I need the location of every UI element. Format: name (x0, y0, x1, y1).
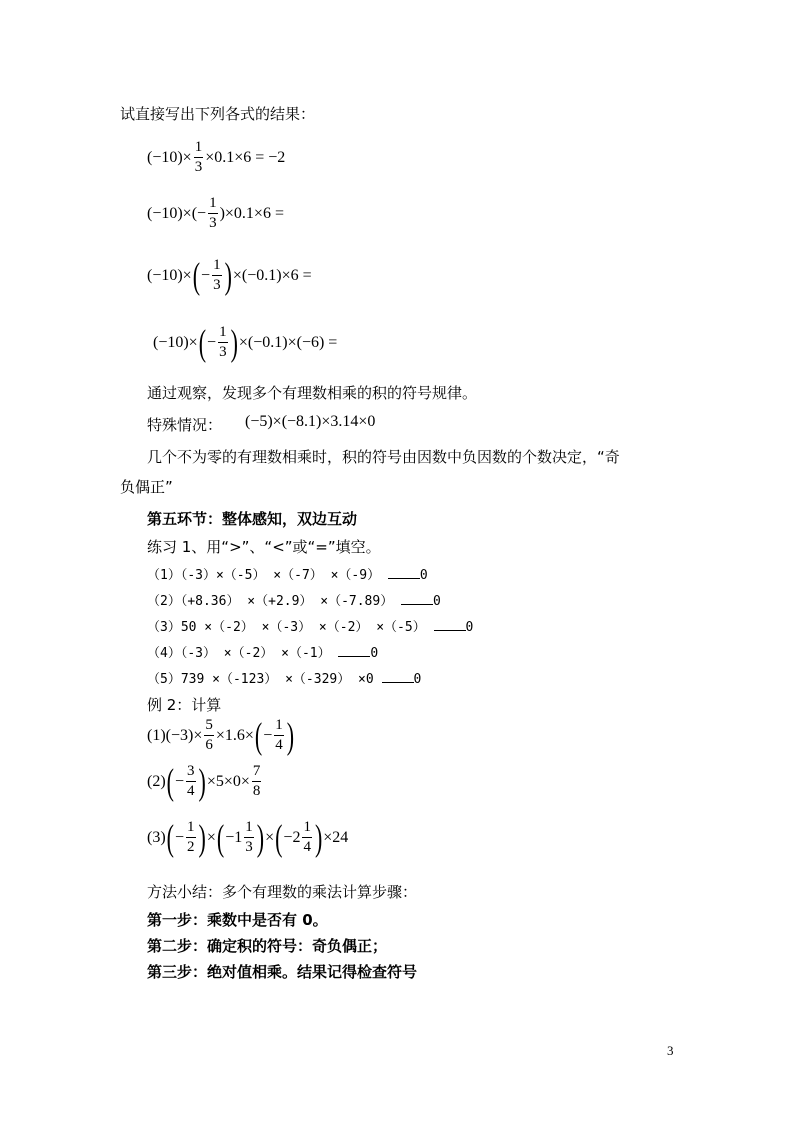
denominator: 2 (187, 839, 195, 855)
numerator: 1 (186, 820, 196, 838)
example-1-left: (−3)× (165, 726, 203, 744)
expr1-left: (−10)× (147, 148, 192, 166)
answer-blank[interactable] (401, 592, 433, 605)
expr3-right: ×(−0.1)×6 = (232, 266, 312, 284)
expr4-minus: − (207, 333, 217, 351)
numerator: 1 (244, 820, 254, 838)
left-paren: ( (254, 713, 263, 756)
example-1-middle: ×1.6× (215, 726, 254, 744)
exercise-text: （4）（-3） ×（-2） ×（-1） (147, 646, 331, 661)
step-3: 第三步：绝对值相乘。结果记得检查符号 (147, 963, 418, 981)
right-paren: ) (198, 759, 206, 802)
special-case-expression: (−5)×(−8.1)×3.14×0 (245, 413, 376, 430)
mixed-whole: −2 (283, 828, 301, 846)
observation-text: 通过观察，发现多个有理数相乘的积的符号规律。 (147, 384, 478, 402)
exercise-zero: 0 (433, 594, 441, 609)
minus-sign: − (263, 726, 273, 744)
times-sign: × (206, 828, 216, 846)
exercise-item (147, 668, 421, 687)
expr3-minus: − (201, 266, 211, 284)
numerator: 5 (204, 718, 214, 736)
exercise-text: （3）50 ×（-2） ×（-3） ×（-2） ×（-5） (147, 620, 426, 635)
example-2-fraction-b (252, 764, 262, 799)
expr1-denominator: 3 (194, 159, 203, 175)
example-label: (2) (147, 772, 166, 790)
exercise-item (147, 564, 428, 583)
sign-rule-line-2: 负偶正” (120, 478, 173, 496)
right-paren: ) (198, 815, 206, 858)
expr1-fraction (194, 140, 204, 175)
expression-3 (147, 253, 312, 296)
numerator: 7 (252, 764, 262, 782)
step-2: 第二步：确定积的符号：奇负偶正； (147, 937, 388, 955)
summary-title: 方法小结：多个有理数的乘法计算步骤： (147, 883, 418, 901)
left-paren: ( (166, 759, 174, 802)
section-title: 第五环节：整体感知，双边互动 (147, 510, 358, 528)
left-paren: ( (192, 253, 201, 296)
expr3-numerator: 1 (212, 258, 222, 276)
exercise-zero: 0 (370, 646, 379, 661)
denominator: 4 (275, 737, 283, 753)
sign-rule-line-1: 几个不为零的有理数相乘时，积的符号由因数中负因数的个数决定，“奇 (147, 448, 620, 466)
exercise-zero: 0 (465, 620, 474, 635)
left-paren: ( (275, 815, 283, 858)
expr2-numerator: 1 (208, 196, 218, 214)
exercise-text: （5）739 ×（-123） ×（-329） ×0 (147, 672, 374, 687)
expr2-denominator: 3 (209, 215, 217, 231)
answer-blank[interactable] (388, 566, 420, 579)
expr2-right: )×0.1×6 = (219, 204, 284, 222)
step-1: 第一步：乘数中是否有 0。 (147, 911, 328, 929)
exercise-text: （1）（-3）×（-5） ×（-7） ×（-9） (147, 568, 381, 583)
expr1-numerator: 1 (194, 140, 204, 158)
denominator: 4 (187, 783, 195, 799)
mixed-whole: −1 (225, 828, 243, 846)
left-paren: ( (166, 815, 174, 858)
exercise-zero: 0 (419, 568, 428, 583)
intro-text: 试直接写出下列各式的结果： (120, 105, 316, 123)
right-paren: ) (230, 320, 238, 363)
expr1-right: ×0.1×6 = −2 (205, 148, 286, 166)
exercise-item (147, 590, 441, 609)
numerator: 1 (274, 718, 284, 736)
expr4-fraction (218, 325, 228, 360)
expr2-left: (−10)×(− (147, 204, 207, 222)
example-1-fraction-a (204, 718, 214, 753)
expr4-right: ×(−0.1)×(−6) = (238, 333, 338, 351)
minus-sign: − (174, 772, 185, 790)
example-2 (147, 759, 263, 802)
example-3-fraction-b (244, 820, 254, 855)
right-paren: ) (224, 253, 232, 296)
page-number: 3 (667, 1043, 674, 1058)
left-paren: ( (216, 815, 225, 858)
example-1-fraction-b (274, 718, 284, 753)
answer-blank[interactable] (434, 618, 466, 631)
expr4-left: (−10)× (153, 333, 198, 351)
times-sign: × (265, 828, 275, 846)
example-3-fraction-a (186, 820, 196, 855)
expr2-fraction (208, 196, 218, 231)
denominator: 3 (245, 839, 253, 855)
exercise-item (147, 616, 473, 635)
right-paren: ) (314, 815, 323, 858)
expr3-fraction (212, 258, 222, 293)
expr3-denominator: 3 (213, 277, 221, 293)
example-3-tail: ×24 (323, 828, 349, 846)
numerator: 3 (186, 764, 196, 782)
numerator: 1 (302, 820, 312, 838)
example-label: (1) (147, 726, 166, 744)
answer-blank[interactable] (382, 670, 414, 683)
expression-1 (147, 140, 285, 175)
right-paren: ) (256, 815, 265, 858)
expression-4 (153, 320, 338, 363)
exercise-item (147, 642, 378, 661)
example-2-middle: ×5×0× (206, 772, 250, 790)
exercise-zero: 0 (413, 672, 422, 687)
example-label: (3) (147, 828, 166, 846)
example-3 (147, 815, 349, 858)
denominator: 4 (303, 839, 311, 855)
answer-blank[interactable] (338, 644, 370, 657)
expr4-denominator: 3 (219, 344, 227, 360)
example-3-fraction-c (302, 820, 312, 855)
right-paren: ) (286, 713, 295, 756)
expr3-left: (−10)× (147, 266, 192, 284)
special-case-label: 特殊情况： (147, 416, 223, 434)
minus-sign: − (174, 828, 185, 846)
denominator: 6 (205, 737, 213, 753)
exercise-text: （2）（+8.36） ×（+2.9） ×（-7.89） (147, 594, 394, 609)
denominator: 8 (252, 783, 261, 799)
exercise-title: 练习 1、用“>”、“<”或“=”填空。 (147, 538, 381, 556)
example-title: 例 2：计算 (147, 696, 222, 714)
example-1 (147, 713, 295, 756)
expression-2 (147, 196, 284, 231)
left-paren: ( (198, 320, 207, 363)
example-2-fraction-a (186, 764, 196, 799)
expr4-numerator: 1 (218, 325, 228, 343)
